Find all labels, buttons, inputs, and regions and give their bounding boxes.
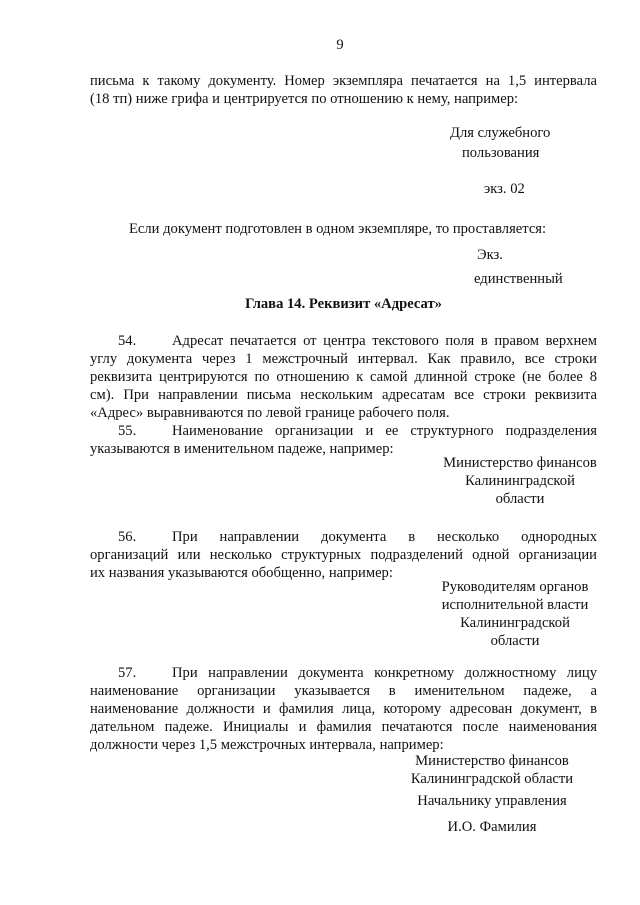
paragraph-56: [90, 528, 597, 582]
example-55: [420, 454, 620, 508]
example-line: исполнительной власти: [441, 597, 589, 613]
text-line: наименование должности и фамилия лица, которому адресован документ, в: [90, 701, 597, 717]
text-line: дательном падеже. Инициалы и фамилия печатаются после наименования: [90, 719, 597, 735]
paragraph-57: [90, 664, 597, 754]
page-number: 9: [336, 37, 344, 53]
example-line: области: [495, 491, 545, 507]
single-copy-line-1: Экз.: [477, 247, 503, 263]
text-line: реквизита центрируются по отношению к самой длинной строке (не более 8: [90, 369, 597, 385]
single-copy-line-2: единственный: [474, 271, 563, 287]
chapter-title: Глава 14. Реквизит «Адресат»: [245, 296, 442, 312]
example-line: Калининградской: [460, 615, 570, 631]
single-copy-text: Если документ подготовлен в одном экземпляре, то проставляется:: [129, 221, 547, 237]
example-57-name: И.О. Фамилия: [447, 819, 537, 835]
paragraph-number: 55.: [118, 423, 137, 439]
text-line-content: При направлении документа в несколько однородных: [172, 529, 597, 545]
text-line: их названия указываются обобщенно, например:: [90, 565, 393, 581]
text-line-content: При направлении документа конкретному должностному лицу: [172, 665, 597, 681]
example-line: Калининградской области: [410, 771, 574, 787]
text-line-content: Адресат печатается от центра текстового поля в правом верхнем: [172, 333, 597, 349]
text-line: см). При направлении письма нескольким адресатам все строки реквизита: [90, 387, 597, 403]
paragraph-number: 54.: [118, 333, 137, 349]
text-line: углу документа через 1 межстрочный интервал. Как правило, все строки: [90, 351, 597, 367]
example-57-org: [392, 752, 592, 788]
example-line: Министерство финансов: [415, 753, 569, 769]
text-line-content: Наименование организации и ее структурного подразделения: [172, 423, 597, 439]
text-line: «Адрес» выравниваются по левой границе рабочего поля.: [90, 405, 450, 421]
text-line: наименование организации указывается в именительном падеже, а: [90, 683, 597, 699]
example-line: Калининградской: [465, 473, 575, 489]
text-line: организаций или несколько структурных подразделений одной организации: [90, 547, 597, 563]
paragraph-number: 56.: [118, 529, 137, 545]
example-line: области: [490, 633, 540, 649]
intro-paragraph: [90, 72, 597, 108]
paragraph-number: 57.: [118, 665, 137, 681]
stamp-line-2: пользования: [462, 145, 540, 161]
text-line: указываются в именительном падеже, например:: [90, 441, 394, 457]
paragraph-54: [90, 332, 597, 422]
text-line: должности через 1,5 межстрочных интервала, например:: [90, 737, 444, 753]
copy-number: экз. 02: [484, 181, 525, 197]
text-line: [90, 664, 597, 682]
example-56: [415, 578, 615, 650]
text-line: [90, 422, 597, 440]
text-line: (18 тп) ниже грифа и центрируется по отношению к нему, например:: [90, 91, 519, 107]
text-line: [90, 528, 597, 546]
text-line: письма к такому документу. Номер экземпляра печатается на 1,5 интервала: [90, 73, 597, 89]
example-line: Руководителям органов: [441, 579, 589, 595]
example-57-position: Начальнику управления: [417, 793, 567, 809]
paragraph-55: [90, 422, 597, 458]
stamp-line-1: Для служебного: [450, 125, 551, 141]
example-line: Министерство финансов: [443, 455, 597, 471]
text-line: [90, 332, 597, 350]
